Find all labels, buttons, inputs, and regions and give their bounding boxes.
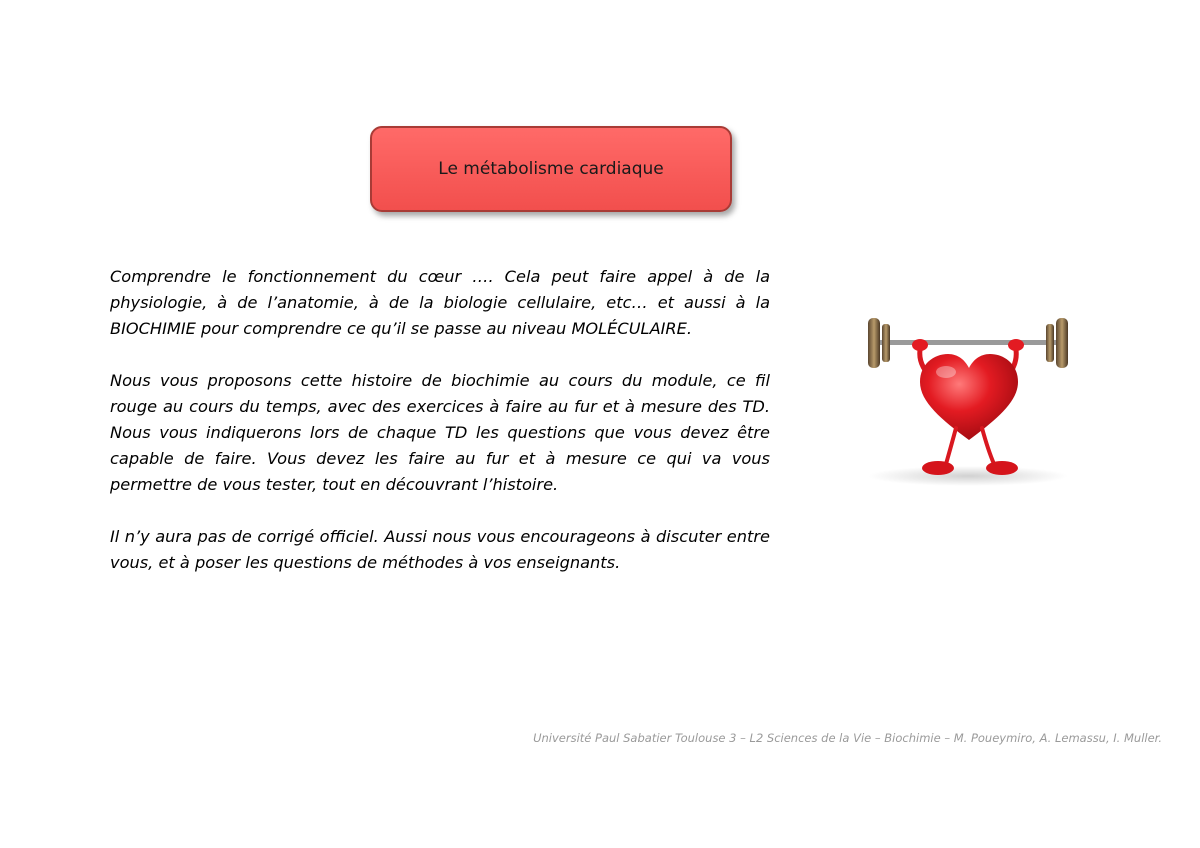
left-leg [946, 428, 956, 464]
paragraph-story: Nous vous proposons cette histoire de biochimie au cours du module, ce fil rouge au cours du temps, avec des exercices à faire au fur et à mesure des TD. Nous vous indiquerons lors de chaque TD les questions que vous devez être capable de faire. Vous devez les faire au fur et à mesure ce qui va vous permettre de vous tester, tout en découvrant l’histoire. [110, 371, 770, 494]
page-title: Le métabolisme cardiaque [438, 159, 664, 179]
right-plate-inner [1046, 324, 1054, 362]
right-leg [982, 428, 994, 464]
paragraph-intro: Comprendre le fonctionnement du cœur …. Cela peut faire appel à de la physiologie, à de l’anatomie, à de la biologie cellulaire, etc… et aussi à la BIOCHIMIE pour comprendre ce qu’il se passe au niveau MOLÉCULAIRE. [110, 267, 770, 338]
title-box [370, 126, 732, 212]
left-plate [868, 318, 880, 368]
shadow [868, 466, 1068, 486]
heart-body [920, 354, 1018, 440]
barbell-bar [874, 340, 1062, 345]
right-foot [986, 461, 1018, 475]
right-hand [1008, 339, 1024, 351]
left-plate-inner [882, 324, 890, 362]
left-hand [912, 339, 928, 351]
right-plate [1056, 318, 1068, 368]
body-text [110, 264, 770, 602]
paragraph-correction: Il n’y aura pas de corrigé officiel. Aussi nous vous encourageons à discuter entre vous, et à poser les questions de méthodes à vos enseignants. [110, 527, 770, 572]
footer-credits: Université Paul Sabatier Toulouse 3 – L2 Sciences de la Vie – Biochimie – M. Poueymiro, A. Lemassu, I. Muller. [533, 731, 1162, 745]
left-foot [922, 461, 954, 475]
heart-lifting-barbell-icon [846, 300, 1092, 490]
heart-highlight [936, 366, 956, 378]
